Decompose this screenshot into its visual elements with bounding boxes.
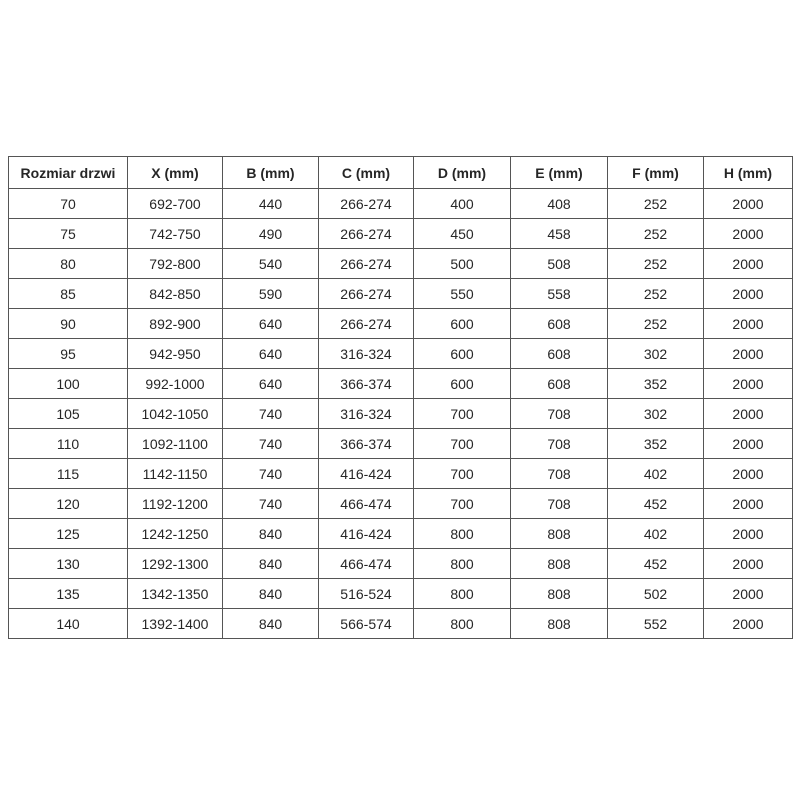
column-header: B (mm) — [223, 157, 319, 189]
table-cell: 700 — [414, 429, 511, 459]
table-cell: 252 — [608, 309, 704, 339]
table-cell: 115 — [9, 459, 128, 489]
table-row — [9, 369, 793, 399]
table-cell: 2000 — [704, 579, 793, 609]
table-cell: 400 — [414, 189, 511, 219]
table-cell: 892-900 — [128, 309, 223, 339]
table-cell: 1092-1100 — [128, 429, 223, 459]
table-cell: 402 — [608, 459, 704, 489]
header-row — [9, 157, 793, 189]
table-cell: 800 — [414, 609, 511, 639]
table-cell: 440 — [223, 189, 319, 219]
table-cell: 740 — [223, 489, 319, 519]
table-cell: 316-324 — [319, 339, 414, 369]
table-cell: 808 — [511, 519, 608, 549]
table-cell: 558 — [511, 279, 608, 309]
table-cell: 416-424 — [319, 519, 414, 549]
table-cell: 800 — [414, 549, 511, 579]
table-cell: 1392-1400 — [128, 609, 223, 639]
column-header: X (mm) — [128, 157, 223, 189]
table-cell: 266-274 — [319, 279, 414, 309]
table-cell: 2000 — [704, 369, 793, 399]
table-cell: 600 — [414, 309, 511, 339]
table-cell: 490 — [223, 219, 319, 249]
table-cell: 1142-1150 — [128, 459, 223, 489]
table-cell: 302 — [608, 339, 704, 369]
table-cell: 252 — [608, 189, 704, 219]
table-cell: 252 — [608, 279, 704, 309]
table-cell: 70 — [9, 189, 128, 219]
table-cell: 2000 — [704, 489, 793, 519]
table-cell: 708 — [511, 429, 608, 459]
table-cell: 2000 — [704, 309, 793, 339]
table-cell: 266-274 — [319, 249, 414, 279]
table-cell: 740 — [223, 429, 319, 459]
table-cell: 1292-1300 — [128, 549, 223, 579]
table-body — [9, 189, 793, 639]
table-cell: 366-374 — [319, 429, 414, 459]
table-cell: 552 — [608, 609, 704, 639]
table-cell: 2000 — [704, 339, 793, 369]
table-cell: 800 — [414, 579, 511, 609]
table-cell: 466-474 — [319, 549, 414, 579]
table-row — [9, 519, 793, 549]
column-header: H (mm) — [704, 157, 793, 189]
table-row — [9, 429, 793, 459]
table-cell: 540 — [223, 249, 319, 279]
table-cell: 808 — [511, 579, 608, 609]
table-cell: 1192-1200 — [128, 489, 223, 519]
table-cell: 700 — [414, 399, 511, 429]
table-cell: 266-274 — [319, 309, 414, 339]
table-row — [9, 609, 793, 639]
table-cell: 2000 — [704, 459, 793, 489]
table-cell: 2000 — [704, 429, 793, 459]
table-cell: 2000 — [704, 609, 793, 639]
table-cell: 1342-1350 — [128, 579, 223, 609]
column-header: C (mm) — [319, 157, 414, 189]
table-cell: 692-700 — [128, 189, 223, 219]
table-cell: 708 — [511, 489, 608, 519]
table-cell: 302 — [608, 399, 704, 429]
table-cell: 700 — [414, 489, 511, 519]
table-row — [9, 339, 793, 369]
table-cell: 316-324 — [319, 399, 414, 429]
table-cell: 800 — [414, 519, 511, 549]
table-row — [9, 279, 793, 309]
table-cell: 550 — [414, 279, 511, 309]
table-cell: 130 — [9, 549, 128, 579]
table-cell: 992-1000 — [128, 369, 223, 399]
table-cell: 502 — [608, 579, 704, 609]
table-cell: 942-950 — [128, 339, 223, 369]
column-header: E (mm) — [511, 157, 608, 189]
table-cell: 458 — [511, 219, 608, 249]
table-cell: 808 — [511, 549, 608, 579]
table-cell: 742-750 — [128, 219, 223, 249]
table-cell: 452 — [608, 549, 704, 579]
table-cell: 808 — [511, 609, 608, 639]
table-cell: 402 — [608, 519, 704, 549]
table-cell: 450 — [414, 219, 511, 249]
table-cell: 120 — [9, 489, 128, 519]
table-cell: 90 — [9, 309, 128, 339]
table-cell: 608 — [511, 309, 608, 339]
table-cell: 516-524 — [319, 579, 414, 609]
table-cell: 252 — [608, 249, 704, 279]
table-cell: 366-374 — [319, 369, 414, 399]
table-cell: 2000 — [704, 189, 793, 219]
table-cell: 125 — [9, 519, 128, 549]
table-cell: 75 — [9, 219, 128, 249]
table-cell: 500 — [414, 249, 511, 279]
table-cell: 708 — [511, 399, 608, 429]
table-row — [9, 249, 793, 279]
table-cell: 600 — [414, 339, 511, 369]
table-cell: 100 — [9, 369, 128, 399]
table-cell: 110 — [9, 429, 128, 459]
column-header: F (mm) — [608, 157, 704, 189]
table-cell: 640 — [223, 339, 319, 369]
table-row — [9, 579, 793, 609]
table-cell: 740 — [223, 459, 319, 489]
table-cell: 352 — [608, 369, 704, 399]
table-cell: 590 — [223, 279, 319, 309]
table-cell: 600 — [414, 369, 511, 399]
table-cell: 2000 — [704, 219, 793, 249]
table-row — [9, 459, 793, 489]
table-cell: 95 — [9, 339, 128, 369]
table-row — [9, 399, 793, 429]
table-cell: 840 — [223, 609, 319, 639]
table-cell: 1242-1250 — [128, 519, 223, 549]
table-cell: 700 — [414, 459, 511, 489]
table-cell: 608 — [511, 339, 608, 369]
table-cell: 608 — [511, 369, 608, 399]
table-cell: 840 — [223, 579, 319, 609]
table-cell: 840 — [223, 519, 319, 549]
table-cell: 2000 — [704, 519, 793, 549]
door-size-table — [8, 156, 793, 639]
table-cell: 2000 — [704, 549, 793, 579]
table-cell: 85 — [9, 279, 128, 309]
table-cell: 416-424 — [319, 459, 414, 489]
table-cell: 640 — [223, 369, 319, 399]
table-cell: 792-800 — [128, 249, 223, 279]
table-row — [9, 219, 793, 249]
table-cell: 708 — [511, 459, 608, 489]
table-cell: 740 — [223, 399, 319, 429]
table-cell: 640 — [223, 309, 319, 339]
column-header: Rozmiar drzwi — [9, 157, 128, 189]
table-cell: 2000 — [704, 249, 793, 279]
table-cell: 252 — [608, 219, 704, 249]
table-cell: 352 — [608, 429, 704, 459]
table-row — [9, 309, 793, 339]
table-cell: 842-850 — [128, 279, 223, 309]
table-cell: 266-274 — [319, 189, 414, 219]
table-cell: 135 — [9, 579, 128, 609]
table-cell: 408 — [511, 189, 608, 219]
table-cell: 105 — [9, 399, 128, 429]
table-cell: 2000 — [704, 399, 793, 429]
table-row — [9, 189, 793, 219]
table-cell: 266-274 — [319, 219, 414, 249]
table-cell: 508 — [511, 249, 608, 279]
table-cell: 566-574 — [319, 609, 414, 639]
table-row — [9, 489, 793, 519]
table-cell: 466-474 — [319, 489, 414, 519]
table-cell: 2000 — [704, 279, 793, 309]
table-cell: 80 — [9, 249, 128, 279]
table-cell: 840 — [223, 549, 319, 579]
table-row — [9, 549, 793, 579]
table-cell: 1042-1050 — [128, 399, 223, 429]
column-header: D (mm) — [414, 157, 511, 189]
table-cell: 452 — [608, 489, 704, 519]
table-cell: 140 — [9, 609, 128, 639]
